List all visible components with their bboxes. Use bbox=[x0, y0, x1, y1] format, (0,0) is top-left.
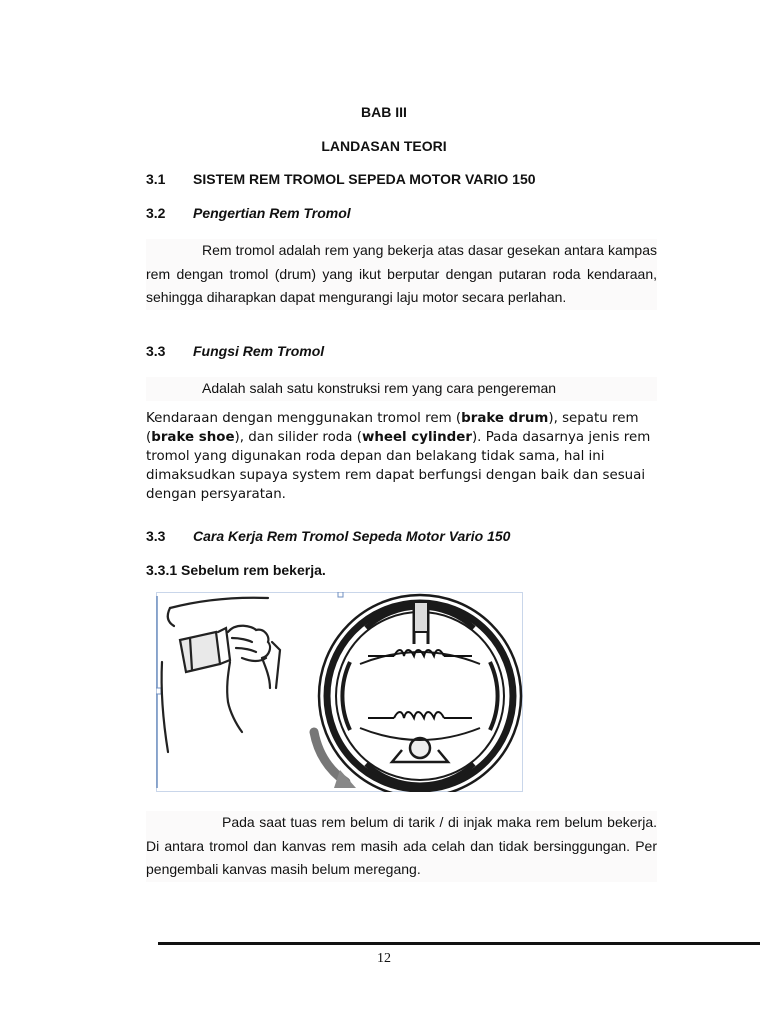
lead-text: Adalah salah satu konstruksi rem yang cara pengereman bbox=[202, 380, 557, 396]
brake-drum-illustration bbox=[156, 592, 523, 792]
chapter-label: BAB III bbox=[361, 104, 407, 120]
paragraph-text: Rem tromol adalah rem yang bekerja atas dasar gesekan antara kampas rem dengan tromol (drum) yang ikut berputar dengan putaran roda kendaraan, sehingga diharapkan dapat mengurangi laju motor secara perlahan. bbox=[146, 242, 657, 305]
lead-line bbox=[146, 377, 657, 401]
text-run: Kendaraan dengan menggunakan tromol rem ( bbox=[146, 411, 462, 426]
page-number: 12 bbox=[377, 951, 391, 966]
section-title: Cara Kerja Rem Tromol Sepeda Motor Vario 150 bbox=[193, 528, 511, 544]
section-number: 3.3 bbox=[146, 343, 166, 359]
subsection-title: 3.3.1 Sebelum rem bekerja. bbox=[146, 562, 326, 578]
section-title: SISTEM REM TROMOL SEPEDA MOTOR VARIO 150 bbox=[193, 171, 536, 187]
paragraph bbox=[146, 811, 657, 882]
section-number: 3.1 bbox=[146, 171, 166, 187]
chapter-title: LANDASAN TEORI bbox=[321, 138, 447, 154]
text-run: ), dan silider roda ( bbox=[234, 430, 362, 445]
paragraph-text: Pada saat tuas rem belum di tarik / di injak maka rem belum bekerja. Di antara tromol dan kanvas rem masih ada celah dan tidak bersinggungan. Per pengembali kanvas masih belum meregang. bbox=[146, 814, 657, 877]
section-title: Pengertian Rem Tromol bbox=[193, 205, 351, 221]
bold-term: wheel cylinder bbox=[361, 430, 472, 445]
text-run: ), sepatu rem ( bbox=[146, 411, 639, 445]
section-number: 3.3 bbox=[146, 528, 166, 544]
section-number: 3.2 bbox=[146, 205, 166, 221]
bold-term: brake drum bbox=[461, 411, 549, 426]
bold-term: brake shoe bbox=[151, 430, 235, 445]
text-run: ). Pada dasarnya jenis rem tromol yang digunakan roda depan dan belakang tidak sama, hal ini dimaksudkan supaya system rem dapat berfungsi dengan baik dan sesuai dengan persyaratan. bbox=[146, 430, 651, 502]
footer-divider bbox=[158, 942, 760, 945]
paragraph bbox=[146, 239, 657, 310]
section-title: Fungsi Rem Tromol bbox=[193, 343, 325, 359]
paragraph bbox=[146, 409, 656, 504]
brake-drum-figure bbox=[156, 592, 523, 792]
